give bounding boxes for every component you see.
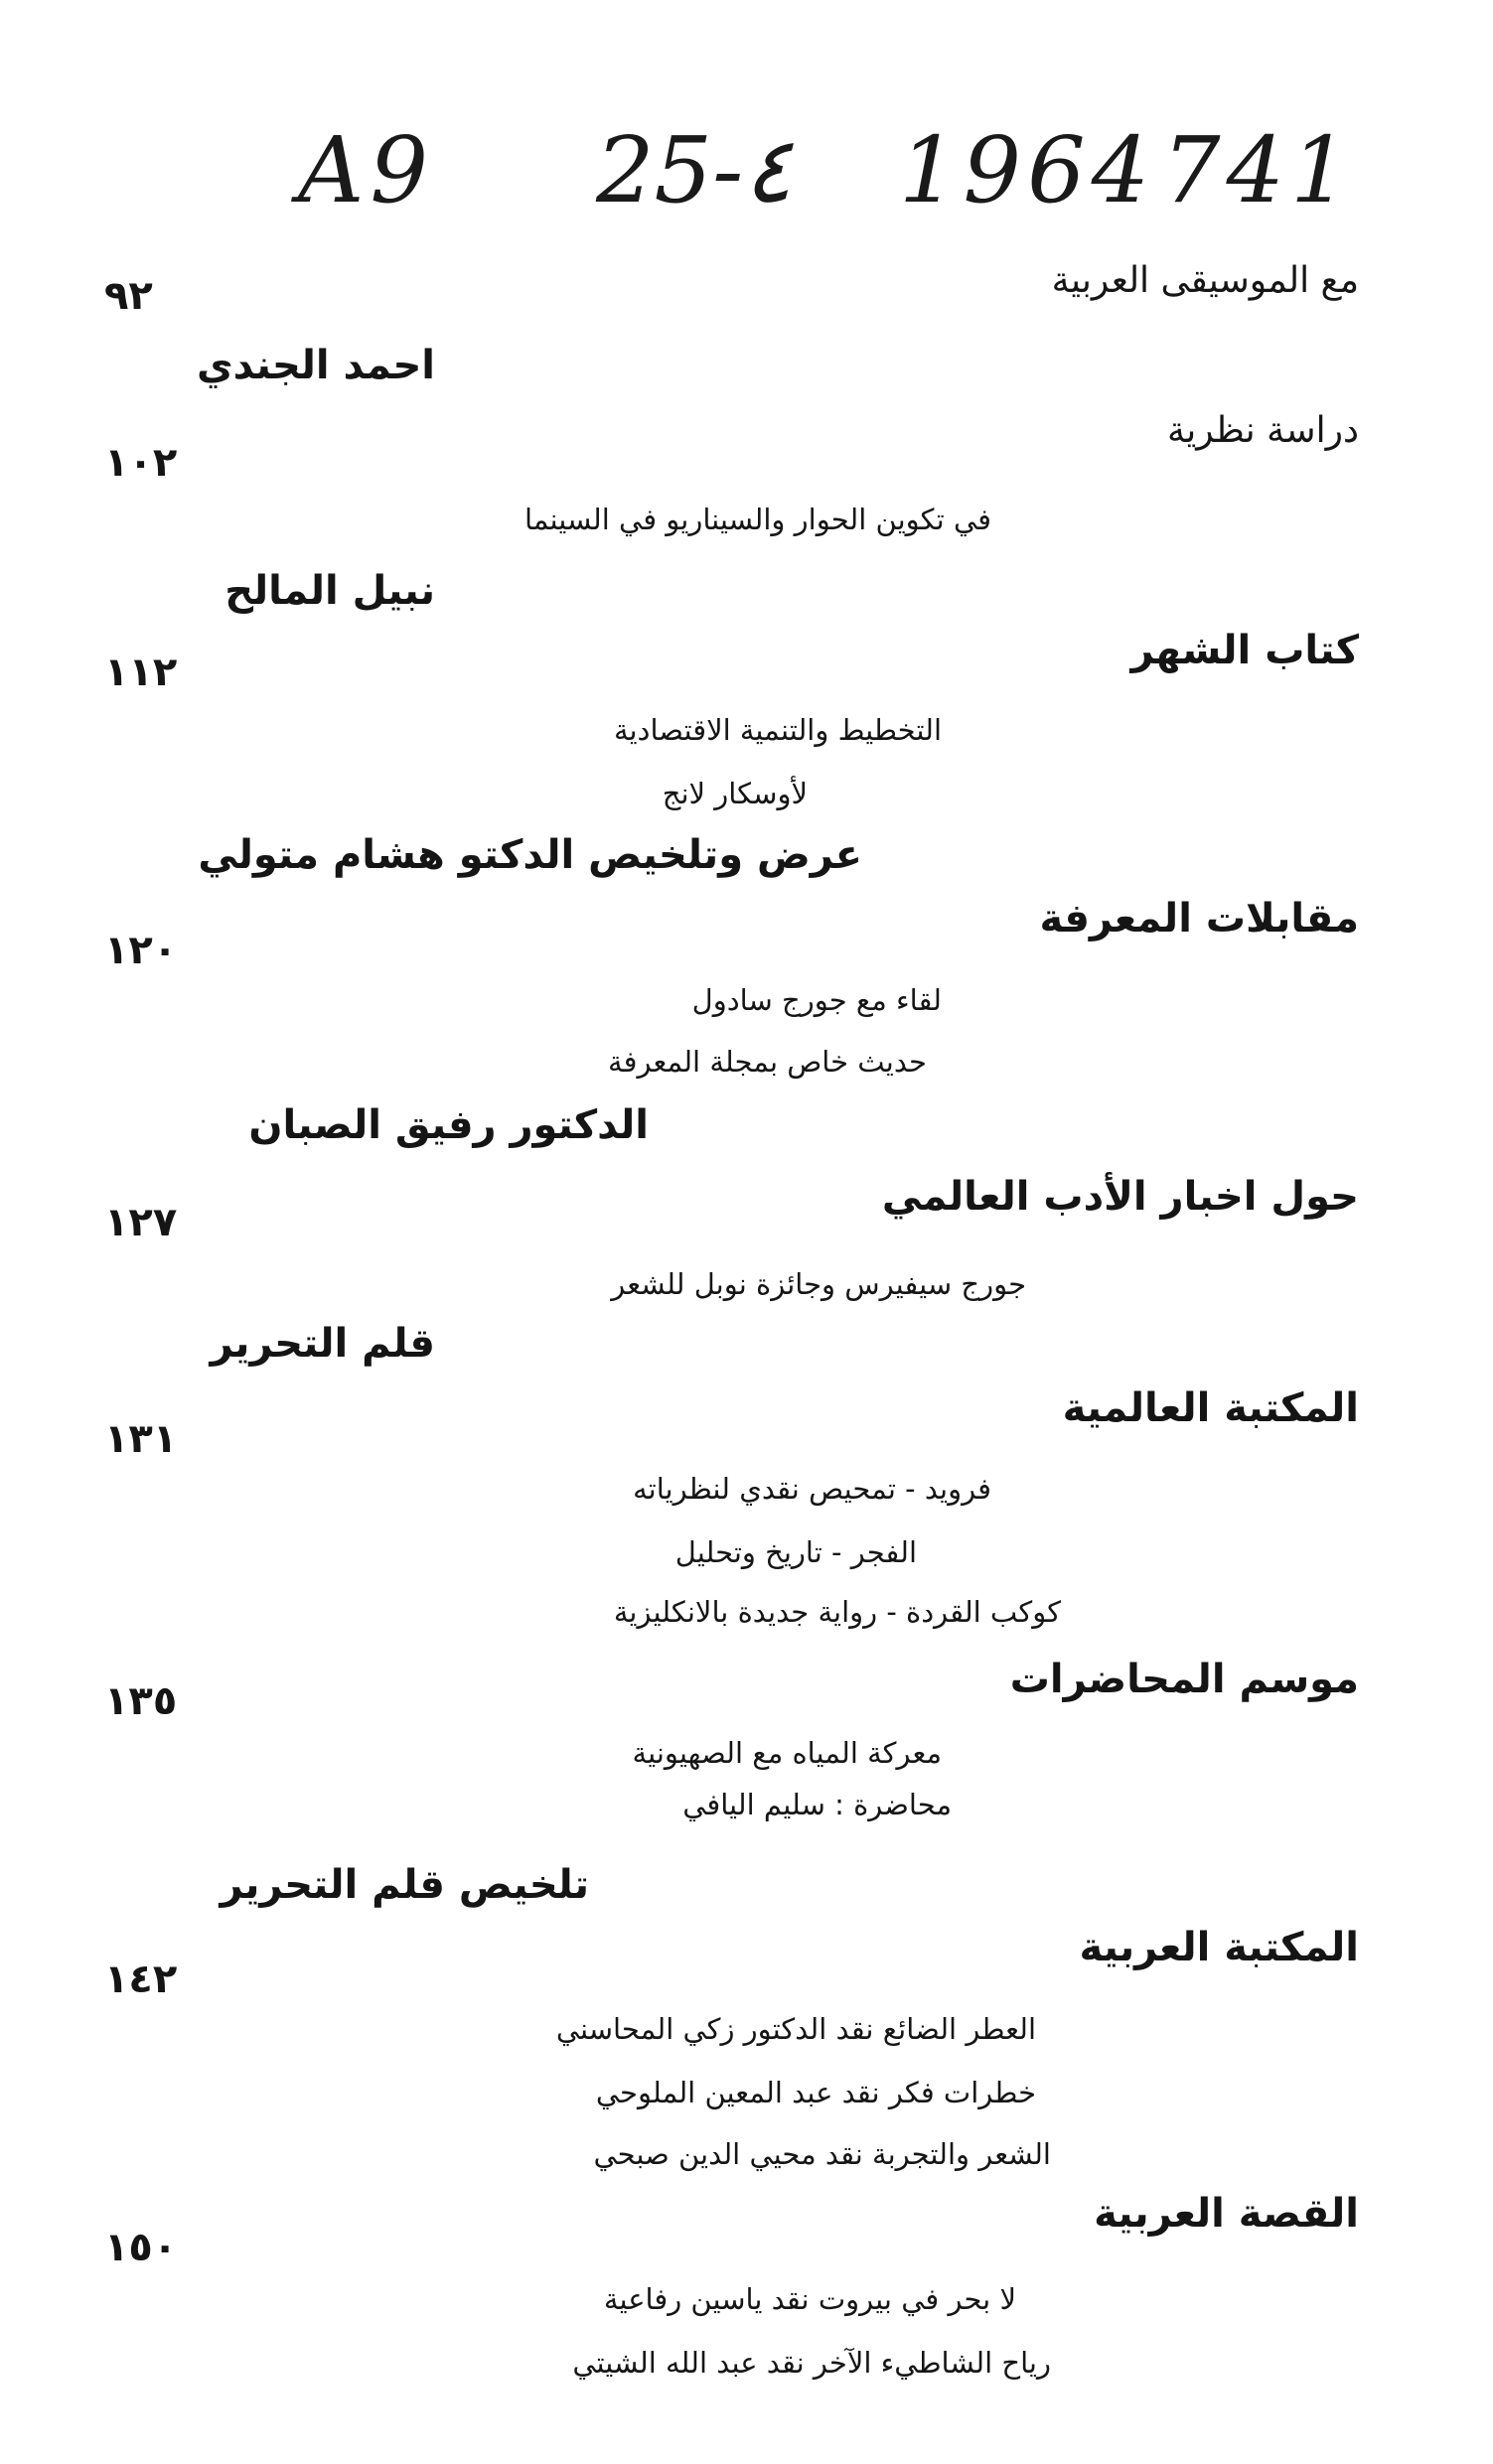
section-title: حول اخبار الأدب العالمي	[881, 1174, 1359, 1220]
page-number: ١٤٢	[104, 1957, 178, 2002]
article-title: معركة المياه مع الصهيونية	[632, 1736, 942, 1770]
author-name: احمد الجندي	[196, 343, 435, 388]
article-title: لقاء مع جورج سادول	[691, 983, 942, 1017]
article-title: التخطيط والتنمية الاقتصادية	[613, 713, 942, 747]
article-title: رياح الشاطيء الآخر نقد عبد الله الشيتي	[572, 2346, 1051, 2380]
section-title: دراسة نظرية	[1166, 410, 1359, 451]
page-number: ١٣٥	[104, 1678, 178, 1724]
section-title: مقابلات المعرفة	[1039, 896, 1359, 942]
article-title: فرويد - تمحيص نقدي لنظرياته	[633, 1472, 991, 1506]
section-title: مع الموسيقى العربية	[1051, 260, 1359, 301]
article-title: خطرات فكر نقد عبد المعين الملوحي	[595, 2076, 1036, 2109]
article-title: الفجر - تاريخ وتحليل	[674, 1535, 917, 1569]
author-name: تلخيص قلم التحرير	[220, 1862, 589, 1908]
section-title: المكتبة العربية	[1079, 1925, 1359, 1970]
handwritten-mark: A9	[298, 117, 434, 223]
page-number: ١٢٠	[104, 928, 178, 973]
handwritten-catalog-note	[0, 117, 1493, 226]
page-number: ١٠٢	[104, 440, 178, 486]
article-title: جورج سيفيرس وجائزة نوبل للشعر	[611, 1267, 1026, 1301]
handwritten-year: 1964	[899, 117, 1156, 223]
author-name: عرض وتلخيص الدكتو هشام متولي	[198, 832, 862, 878]
article-subtitle: لأوسكار لانج	[662, 777, 808, 810]
page-number: ١٢٧	[104, 1200, 178, 1245]
page-number: ١١٢	[104, 650, 178, 695]
article-title: لا بحر في بيروت نقد ياسين رفاعية	[603, 2282, 1016, 2316]
page-number: ١٥٠	[104, 2225, 178, 2270]
handwritten-number: 741	[1162, 117, 1355, 223]
author-name: نبيل المالح	[224, 568, 435, 614]
article-title: كوكب القردة - رواية جديدة بالانكليزية	[613, 1595, 1061, 1629]
author-name: الدكتور رفيق الصبان	[248, 1102, 649, 1148]
article-subtitle: حديث خاص بمجلة المعرفة	[608, 1045, 927, 1079]
section-title: كتاب الشهر	[1130, 628, 1359, 673]
article-title: العطر الضائع نقد الدكتور زكي المحاسني	[555, 2012, 1036, 2046]
author-name: قلم التحرير	[210, 1321, 435, 1367]
page-number: ١٣١	[104, 1416, 178, 1462]
page-number: ٩٢	[104, 273, 153, 319]
section-title: القصة العربية	[1094, 2191, 1359, 2237]
section-title: المكتبة العالمية	[1062, 1385, 1359, 1431]
article-title: في تكوين الحوار والسيناريو في السينما	[523, 503, 991, 536]
section-title: موسم المحاضرات	[1009, 1657, 1359, 1702]
article-title: الشعر والتجربة نقد محيي الدين صبحي	[593, 2137, 1051, 2171]
handwritten-date: 25-٤	[596, 117, 793, 223]
lecture-speaker: محاضرة : سليم اليافي	[682, 1788, 952, 1821]
